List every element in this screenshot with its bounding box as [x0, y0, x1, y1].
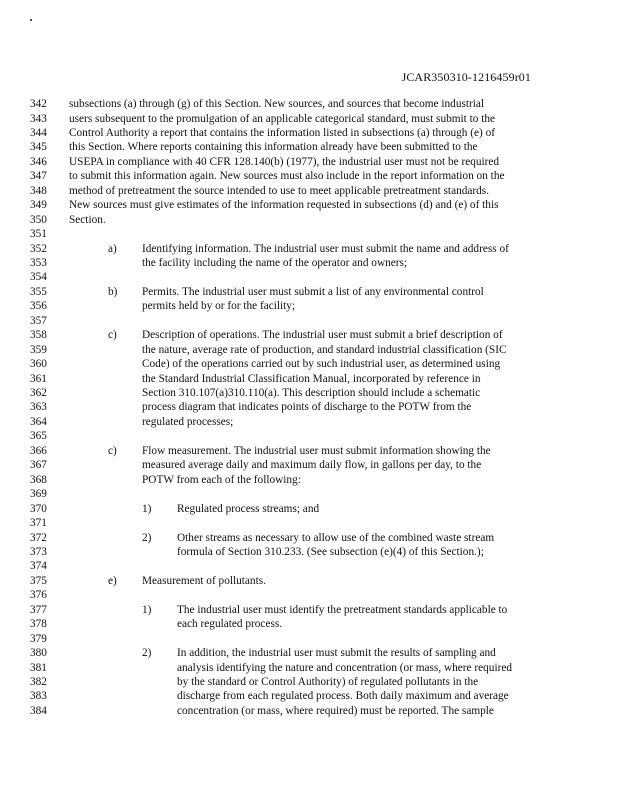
document-line: [0, 473, 619, 487]
line-text: Identifying information. The industrial user must submit the name and address of: [142, 242, 509, 255]
line-number: 352: [30, 242, 47, 255]
line-text: the facility including the name of the operator and owners;: [142, 256, 408, 269]
line-number: 351: [30, 228, 47, 240]
line-text: process diagram that indicates points of discharge to the POTW from the: [142, 401, 472, 414]
document-line: [0, 386, 619, 400]
line-number: 359: [30, 343, 47, 356]
document-line: [0, 617, 619, 631]
line-number: 347: [30, 170, 47, 183]
line-text: New sources must give estimates of the information requested in subsections (d) and (e) of this: [69, 199, 499, 212]
document-line: [0, 213, 619, 227]
document-line: [0, 155, 619, 169]
line-number: 372: [30, 531, 47, 544]
document-line: [0, 97, 619, 111]
line-number: 366: [30, 444, 47, 457]
line-number: 375: [30, 574, 47, 587]
document-line: [0, 112, 619, 126]
scan-speck: [30, 19, 32, 21]
line-text: The industrial user must identify the pretreatment standards applicable to: [177, 603, 508, 616]
line-number: 371: [30, 517, 47, 529]
document-line: [0, 285, 619, 299]
line-text: each regulated process.: [177, 618, 283, 631]
line-text: Flow measurement. The industrial user must submit information showing the: [142, 444, 491, 457]
line-text: users subsequent to the promulgation of an applicable categorical standard, must submit to the: [69, 112, 496, 125]
line-number: 369: [30, 488, 47, 501]
line-number: 353: [30, 256, 47, 269]
line-number: 344: [30, 126, 47, 139]
line-number: 377: [30, 603, 47, 616]
line-number: 348: [30, 184, 47, 197]
line-text: discharge from each regulated process. Both daily maximum and average: [177, 690, 509, 703]
line-text: the nature, average rate of production, and standard industrial classification (SIC: [142, 343, 507, 356]
line-number: 345: [30, 141, 47, 154]
line-text: analysis identifying the nature and concentration (or mass, where required: [177, 661, 513, 674]
line-text: to submit this information again. New sources must also include in the report information on the: [69, 170, 505, 183]
document-line: [0, 299, 619, 313]
line-text: Permits. The industrial user must submit a list of any environmental control: [142, 285, 484, 298]
subsection-label: 2): [142, 531, 152, 544]
document-line: [0, 632, 619, 646]
line-number: 358: [30, 329, 47, 342]
document-line: [0, 256, 619, 270]
line-number: 343: [30, 112, 47, 125]
line-number: 380: [30, 647, 47, 660]
document-line: [0, 372, 619, 386]
document-line: [0, 314, 619, 328]
line-text: USEPA in compliance with 40 CFR 128.140(b) (1977), the industrial user must not be required: [69, 155, 500, 168]
subsection-label: a): [108, 242, 117, 255]
line-text: In addition, the industrial user must submit the results of sampling and: [177, 647, 496, 660]
subsection-label: 1): [142, 502, 152, 515]
document-line: [0, 184, 619, 198]
document-line: [0, 429, 619, 443]
line-text: Other streams as necessary to allow use of the combined waste stream: [177, 531, 495, 544]
line-number: 357: [30, 314, 47, 327]
line-number: 365: [30, 430, 47, 443]
line-number: 360: [30, 358, 47, 371]
document-line: [0, 242, 619, 256]
line-number: 382: [30, 676, 47, 688]
line-number: 349: [30, 199, 47, 212]
document-line: [0, 328, 619, 342]
document-line: [0, 357, 619, 371]
line-number: 354: [30, 271, 47, 284]
document-line: [0, 415, 619, 429]
line-number: 383: [30, 690, 47, 703]
line-number: 379: [30, 632, 47, 645]
line-number: 362: [30, 387, 47, 399]
subsection-label: b): [108, 285, 118, 298]
line-number: 378: [30, 618, 47, 631]
line-text: measured average daily and maximum daily flow, in gallons per day, to the: [142, 459, 482, 472]
document-line: [0, 661, 619, 675]
line-number: 374: [30, 560, 47, 573]
line-number: 364: [30, 415, 47, 428]
line-text: POTW from each of the following:: [142, 473, 301, 486]
document-line: [0, 487, 619, 501]
line-text: the Standard Industrial Classification Manual, incorporated by reference in: [142, 372, 481, 385]
document-line: [0, 458, 619, 472]
line-text: this Section. Where reports containing this information already have been submitted to the: [69, 141, 478, 154]
document-line: [0, 559, 619, 573]
line-text: permits held by or for the facility;: [142, 300, 296, 313]
document-line: [0, 704, 619, 718]
line-number: 384: [30, 704, 47, 717]
line-text: Control Authority a report that contains the information listed in subsections (a) through (e) of: [69, 126, 496, 139]
document-line: [0, 227, 619, 241]
document-line: [0, 675, 619, 689]
document-id: JCAR350310-1216459r01: [401, 70, 531, 84]
document-line: [0, 646, 619, 660]
document-line: [0, 126, 619, 140]
line-text: Description of operations. The industrial user must submit a brief description of: [142, 329, 503, 342]
line-text: Measurement of pollutants.: [142, 574, 266, 587]
document-line: [0, 531, 619, 545]
line-number: 381: [30, 661, 47, 674]
line-text: Section 310.107(a)310.110(a). This description should include a schematic: [142, 387, 481, 399]
line-text: Code) of the operations carried out by such industrial user, as determined using: [142, 358, 501, 371]
document-line: [0, 603, 619, 617]
line-number: 350: [30, 213, 47, 226]
line-number: 363: [30, 401, 47, 414]
line-number: 376: [30, 589, 47, 602]
line-text: Section.: [69, 213, 106, 226]
document-line: [0, 502, 619, 516]
subsection-label: c): [108, 329, 117, 342]
subsection-label: c): [108, 444, 117, 457]
document-line: [0, 198, 619, 212]
line-number: 346: [30, 155, 47, 168]
line-text: concentration (or mass, where required) must be reported. The sample: [177, 704, 494, 717]
line-number: 356: [30, 300, 47, 313]
subsection-label: 2): [142, 647, 152, 660]
line-text: regulated processes;: [142, 415, 234, 428]
line-number: 342: [30, 98, 47, 110]
line-text: subsections (a) through (g) of this Section. New sources, and sources that become industrial: [69, 98, 485, 110]
document-line: [0, 516, 619, 530]
line-number: 368: [30, 473, 47, 486]
subsection-label: 1): [142, 603, 152, 616]
line-number: 355: [30, 285, 47, 298]
document-line: [0, 400, 619, 414]
line-text: method of pretreatment the source intended to use to meet applicable pretreatment standards.: [69, 184, 490, 197]
line-number: 361: [30, 372, 47, 385]
document-line: [0, 140, 619, 154]
line-number: 370: [30, 502, 47, 515]
line-text: by the standard or Control Authority) of regulated pollutants in the: [177, 676, 479, 688]
line-number: 373: [30, 546, 47, 558]
document-line: [0, 545, 619, 559]
document-line: [0, 343, 619, 357]
document-line: [0, 444, 619, 458]
document-line: [0, 689, 619, 703]
line-text: formula of Section 310.233. (See subsection (e)(4) of this Section.);: [177, 546, 484, 558]
document-line: [0, 270, 619, 284]
line-number: 367: [30, 459, 47, 472]
document-line: [0, 574, 619, 588]
document-line: [0, 169, 619, 183]
document-line: [0, 588, 619, 602]
line-text: Regulated process streams; and: [177, 502, 320, 515]
subsection-label: e): [108, 574, 117, 587]
